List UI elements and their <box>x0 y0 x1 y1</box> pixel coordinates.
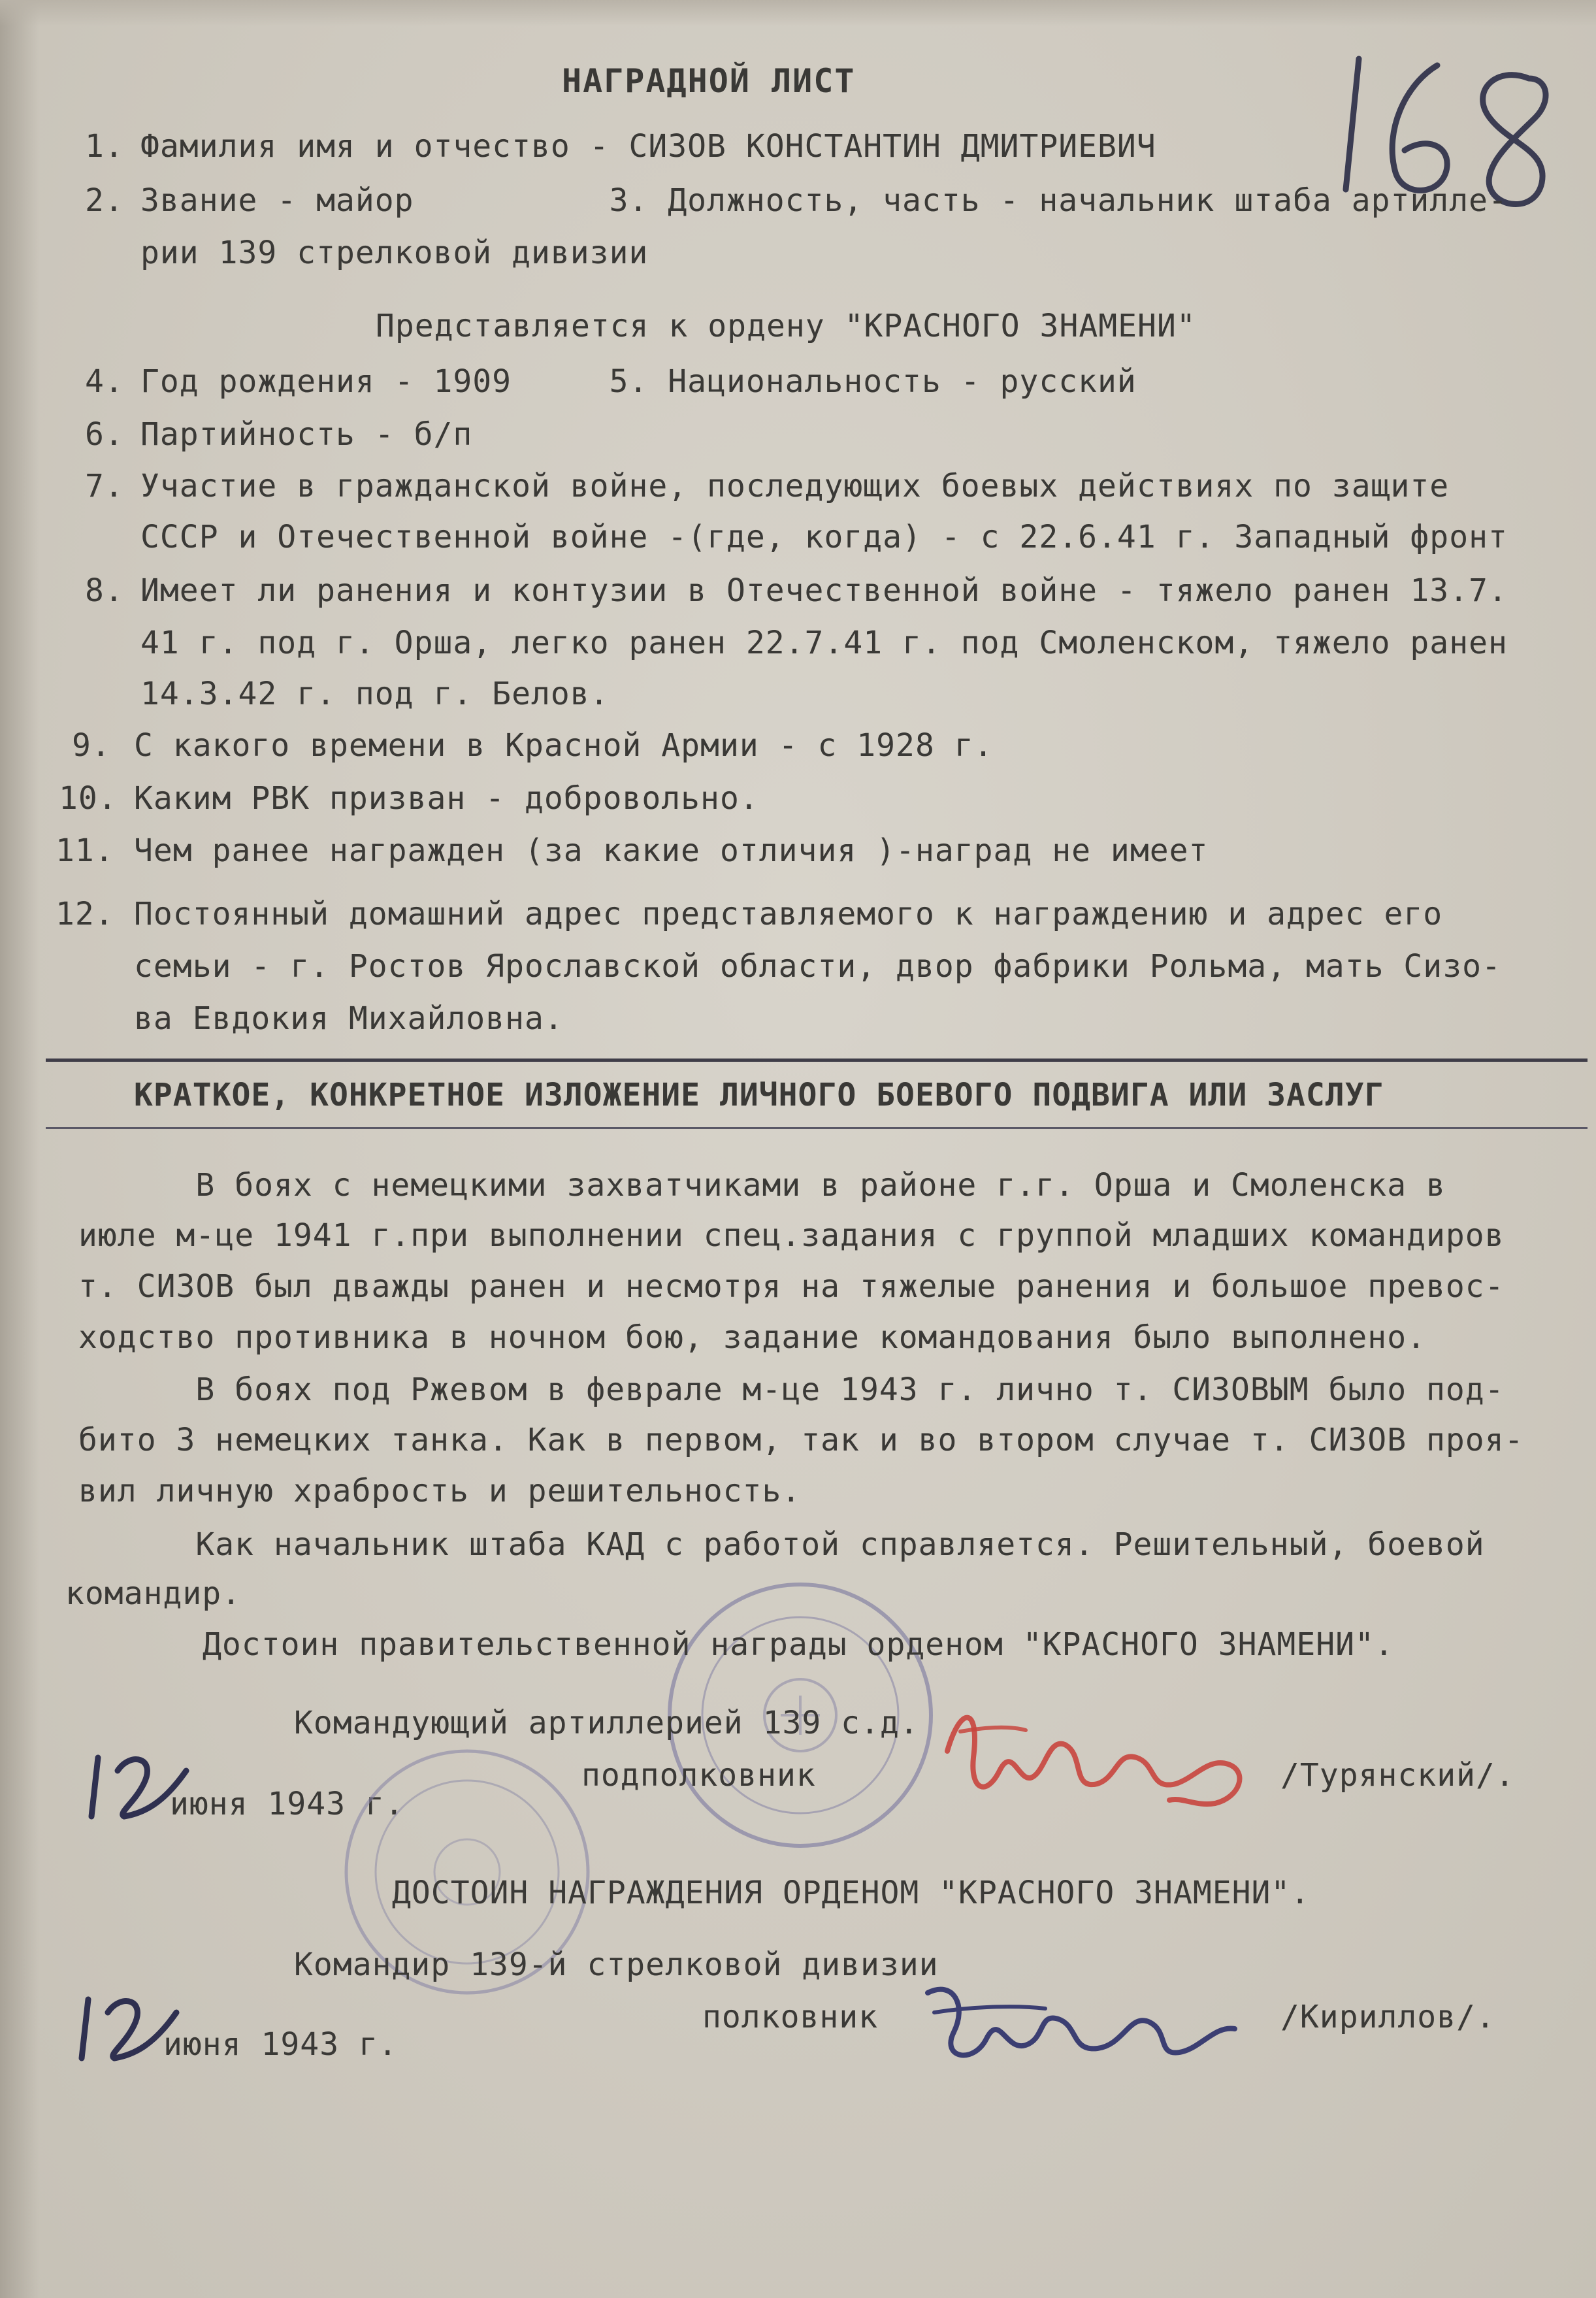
signer-rank: полковник <box>702 1999 879 2035</box>
body-line: В боях с немецкими захватчиками в районе г.г. Орша и Смоленска в <box>78 1167 1446 1204</box>
item-text: С какого времени в Красной Армии - с 1928 г. <box>134 727 994 764</box>
item-number: 11. <box>56 832 114 869</box>
signer-position: Командир 139-й стрелковой дивизии <box>294 1946 939 1983</box>
body-line: командир. <box>65 1575 242 1612</box>
item-text: семьи - г. Ростов Ярославской области, двор фабрики Рольма, мать Сизо- <box>134 948 1501 985</box>
signer-name: /Турянский/. <box>1280 1757 1515 1794</box>
item-number: 12. <box>56 896 114 932</box>
blue-signature <box>915 1967 1254 2087</box>
item-number: 6. <box>85 416 124 453</box>
paper-top-edge <box>0 0 1596 26</box>
body-line: ходство противника в ночном бою, задание командования было выполнено. <box>78 1319 1426 1356</box>
item-text: Постоянный домашний адрес представляемого к награждению и адрес его <box>134 896 1443 932</box>
item-number: 8. <box>85 572 124 609</box>
item-number: 7. <box>85 468 124 504</box>
presented-for-award: Представляется к ордену "КРАСНОГО ЗНАМЕНИ" <box>376 308 1196 344</box>
divider-rule <box>46 1059 1588 1062</box>
item-number: 1. <box>85 128 124 165</box>
item-text: Имеет ли ранения и контузии в Отечественной войне - тяжело ранен 13.7. <box>140 572 1508 609</box>
paper-left-edge <box>0 0 39 2298</box>
red-signature <box>934 1692 1274 1826</box>
item-text: Каким РВК призван - добровольно. <box>134 780 759 817</box>
item-text: Фамилия имя и отчество - СИЗОВ КОНСТАНТИН ДМИТРИЕВИЧ <box>140 128 1156 165</box>
handwritten-day <box>69 1986 186 2074</box>
item-text: СССР и Отечественной войне -(где, когда) - с 22.6.41 г. Западный фронт <box>140 519 1508 555</box>
body-line: бито 3 немецких танка. Как в первом, так и во втором случае т. СИЗОВ проя- <box>78 1422 1524 1458</box>
body-line: вил личную храбрость и решительность. <box>78 1473 802 1509</box>
body-line: июле м-це 1941 г.при выполнении спец.задания с группой младших командиров <box>78 1217 1505 1254</box>
body-line: т. СИЗОВ был дважды ранен и несмотря на тяжелые ранения и большое превос- <box>78 1268 1505 1305</box>
item-number: 10. <box>59 780 118 817</box>
body-line: Как начальник штаба КАД с работой справляется. Решительный, боевой <box>78 1526 1485 1563</box>
item-text: Год рождения - 1909 5. Национальность - русский <box>140 363 1137 400</box>
recommendation-line: ДОСТОИН НАГРАЖДЕНИЯ ОРДЕНОМ "КРАСНОГО ЗНАМЕНИ". <box>392 1875 1311 1911</box>
section-heading: КРАТКОЕ, КОНКРЕТНОЕ ИЗЛОЖЕНИЕ ЛИЧНОГО БОЕВОГО ПОДВИГА ИЛИ ЗАСЛУГ <box>134 1077 1384 1113</box>
signature-date: июня 1943 г. <box>170 1786 404 1822</box>
item-text: 41 г. под г. Орша, легко ранен 22.7.41 г. под Смоленском, тяжело ранен <box>140 625 1508 661</box>
item-number: 4. <box>85 363 124 400</box>
item-text: 14.3.42 г. под г. Белов. <box>140 676 610 712</box>
item-text: Чем ранее награжден (за какие отличия )-наград не имеет <box>134 832 1209 869</box>
handwritten-day <box>78 1745 196 1832</box>
signer-rank: подполковник <box>581 1757 816 1794</box>
signer-name: /Кириллов/. <box>1280 1999 1495 2035</box>
signer-position: Командующий артиллерией 139 с.д. <box>294 1705 919 1741</box>
item-number: 9. <box>72 727 111 764</box>
recommendation-line: Достоин правительственной награды орденом "КРАСНОГО ЗНАМЕНИ". <box>203 1626 1394 1663</box>
body-line: В боях под Ржевом в феврале м-це 1943 г. лично т. СИЗОВЫМ было под- <box>78 1371 1505 1408</box>
item-number: 2. <box>85 182 124 219</box>
item-text: Участие в гражданской войне, последующих боевых действиях по защите <box>140 468 1450 504</box>
item-text: ва Евдокия Михайловна. <box>134 1000 564 1037</box>
signature-date: июня 1943 г. <box>163 2026 398 2063</box>
item-text: рии 139 стрелковой дивизии <box>140 235 649 271</box>
item-text: Партийность - б/п <box>140 416 473 453</box>
divider-rule <box>46 1127 1588 1129</box>
item-text: Звание - майор 3. Должность, часть - начальник штаба артилле- <box>140 182 1508 219</box>
document-title: НАГРАДНОЙ ЛИСТ <box>562 62 856 100</box>
